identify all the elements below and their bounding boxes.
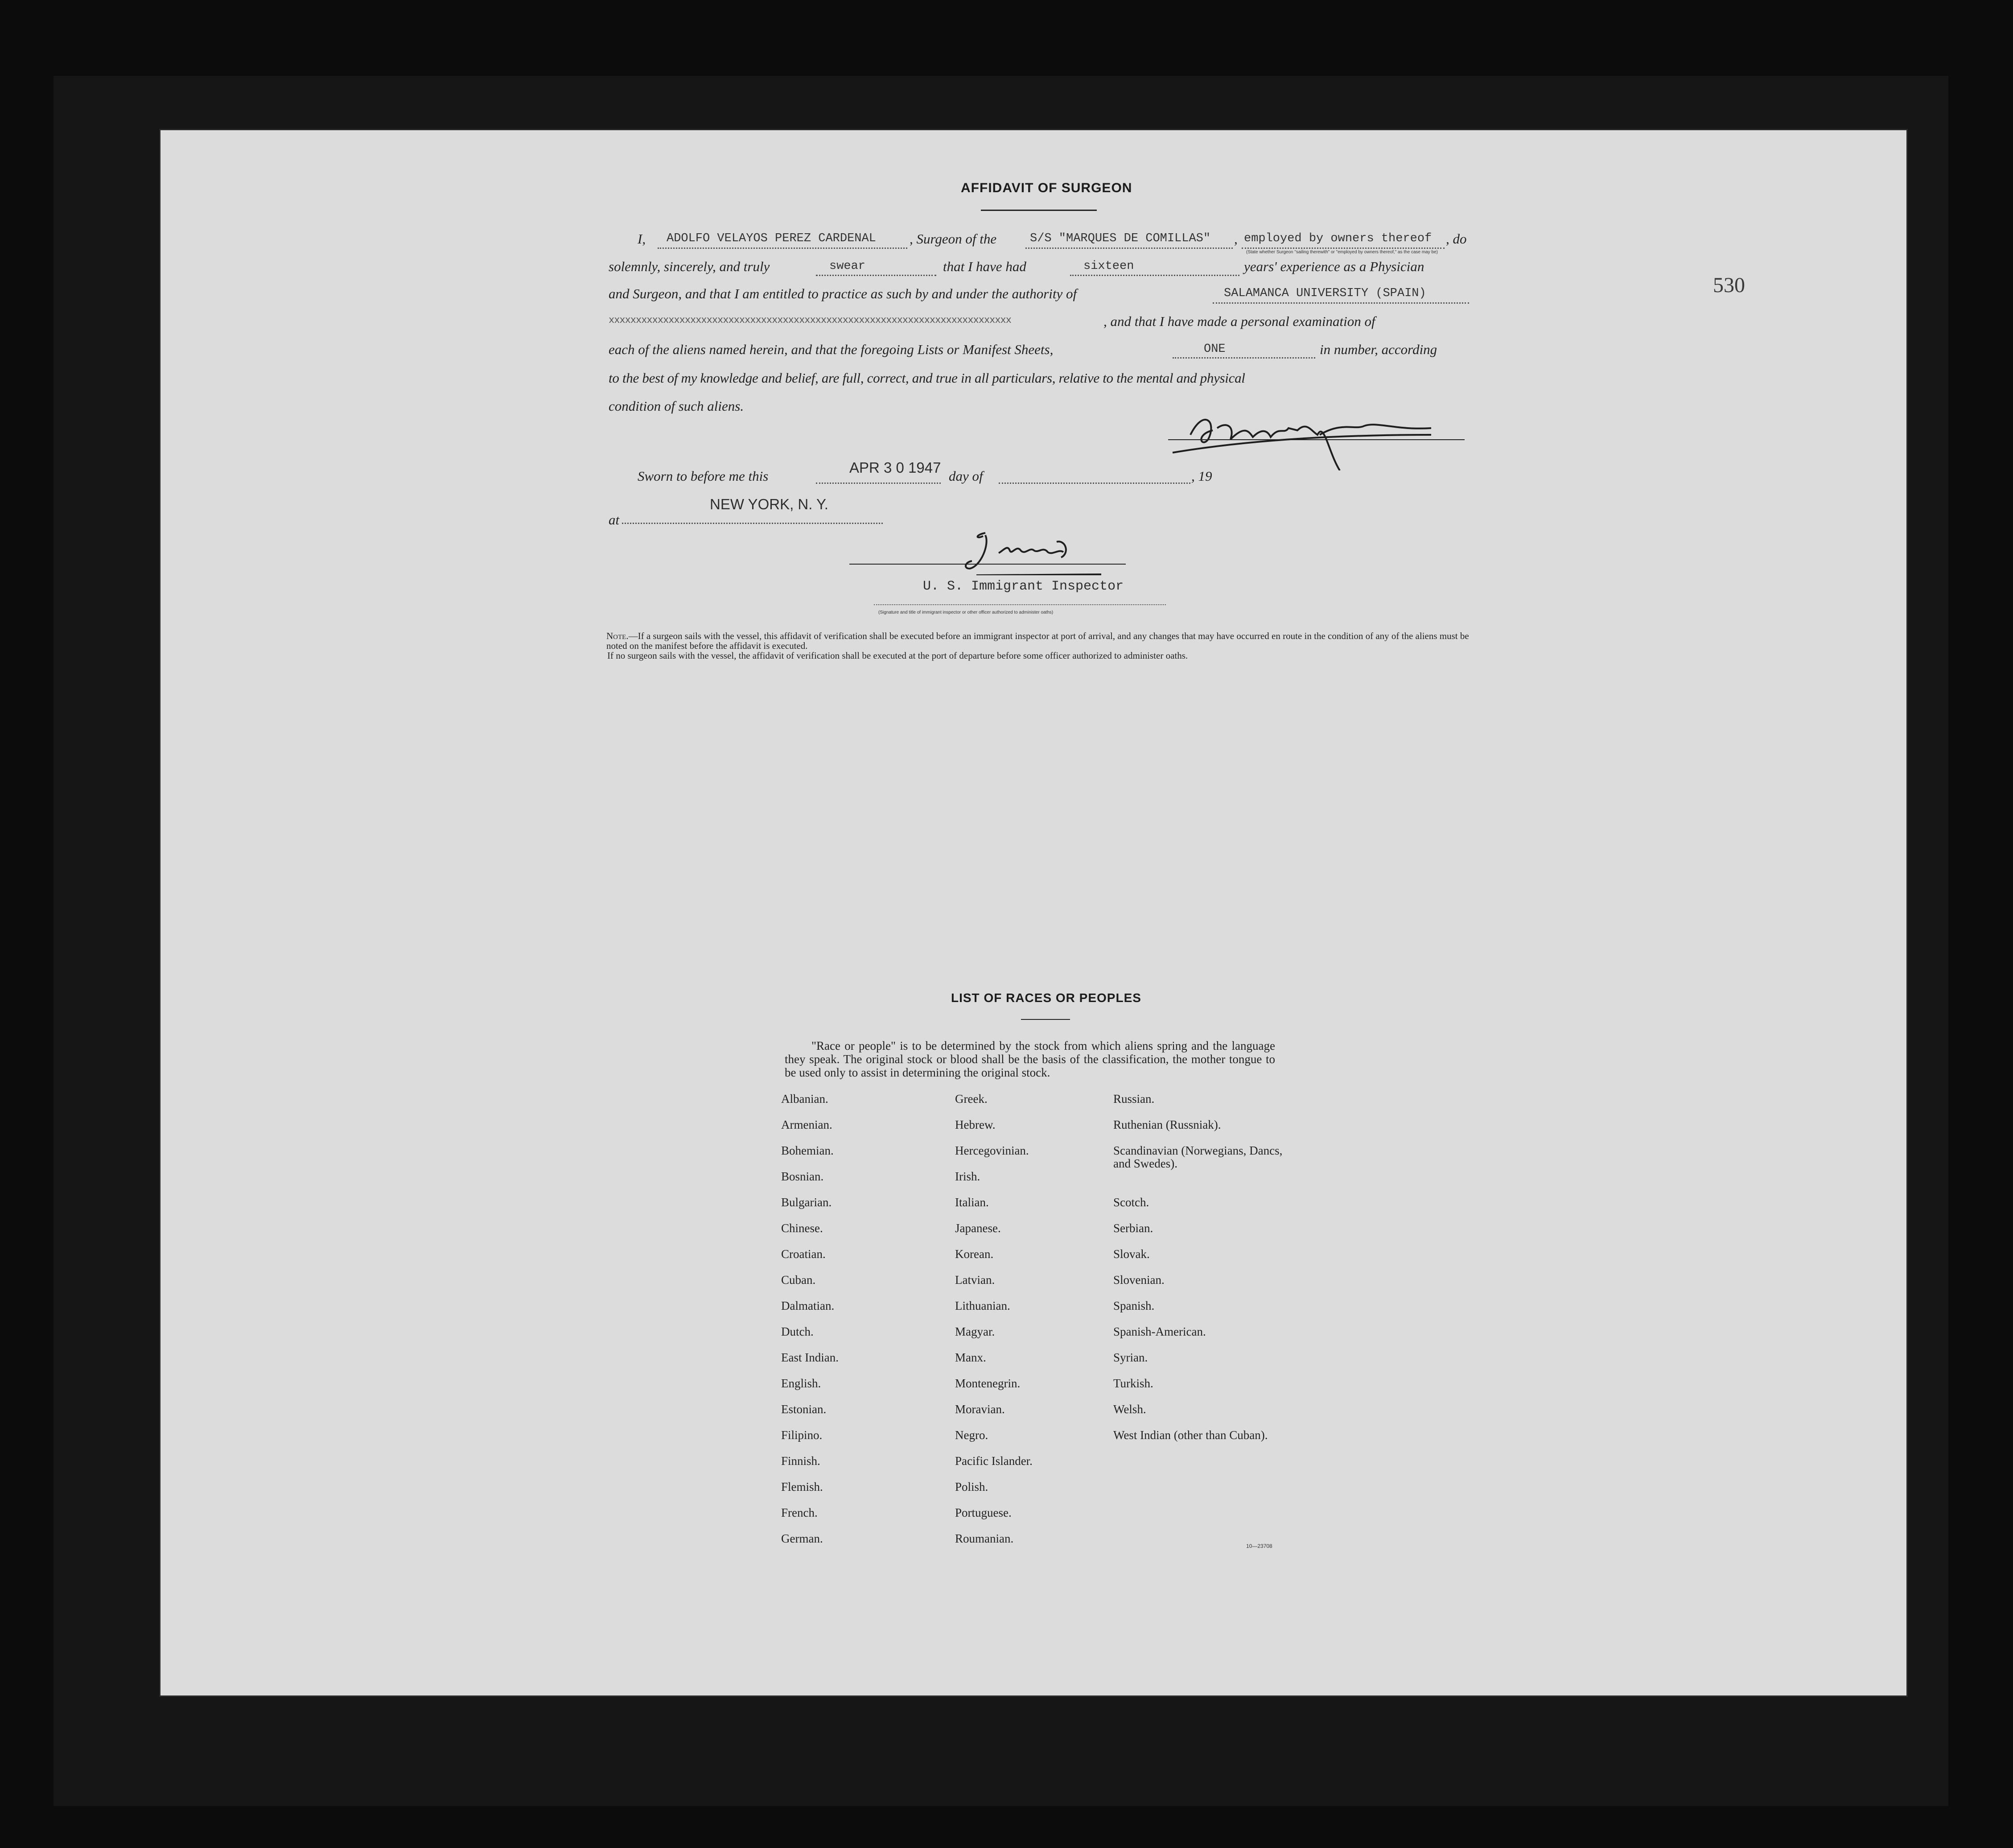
race-item: Dalmatian. xyxy=(781,1299,835,1312)
inspector-title: U. S. Immigrant Inspector xyxy=(923,579,1124,594)
affidavit-text: solemnly, sincerely, and truly xyxy=(609,259,770,274)
affidavit-text: that I have had xyxy=(943,259,1026,274)
races-intro: "Race or people" is to be determined by the stock from which aliens spring and the language they speak. The original stock or blood shall be the basis of the classification, the mother tongue to be used only to assist in determining the original stock. xyxy=(785,1039,1275,1079)
affidavit-text: in number, according xyxy=(1320,342,1437,357)
race-item: Hebrew. xyxy=(955,1118,996,1131)
place-stamp: NEW YORK, N. Y. xyxy=(710,496,828,512)
inspector-signature xyxy=(959,526,1106,575)
race-item: Estonian. xyxy=(781,1402,827,1416)
affidavit-text: , Surgeon of the xyxy=(910,231,997,247)
races-title: LIST OF RACES OR PEOPLES xyxy=(951,991,1141,1005)
race-item: Spanish-American. xyxy=(1113,1325,1206,1338)
fill-line xyxy=(1173,357,1315,359)
race-item: Manx. xyxy=(955,1351,986,1364)
affidavit-title: AFFIDAVIT OF SURGEON xyxy=(961,181,1132,195)
affidavit-text: , do xyxy=(1446,231,1467,247)
race-item: Latvian. xyxy=(955,1273,995,1287)
race-item: Bohemian. xyxy=(781,1144,834,1157)
fill-line xyxy=(658,248,907,249)
fill-line xyxy=(1213,302,1469,304)
affidavit-text: I, xyxy=(638,231,646,247)
fill-line xyxy=(816,483,941,484)
race-item: Bulgarian. xyxy=(781,1196,832,1209)
affidavit-text: years' experience as a Physician xyxy=(1244,259,1424,274)
sworn-text: , 19 xyxy=(1191,468,1212,484)
race-item: Bosnian. xyxy=(781,1170,824,1183)
race-item: Polish. xyxy=(955,1480,988,1493)
race-item: Albanian. xyxy=(781,1092,828,1106)
sworn-text: at xyxy=(609,512,620,528)
affidavit-text: condition of such aliens. xyxy=(609,398,744,414)
race-item: Chinese. xyxy=(781,1221,823,1235)
race-item: English. xyxy=(781,1377,821,1390)
affidavit-text: and Surgeon, and that I am entitled to practice as such by and under the authority of xyxy=(609,286,1077,301)
fill-line xyxy=(1070,275,1239,276)
race-item: Filipino. xyxy=(781,1428,823,1442)
race-item: Hercegovinian. xyxy=(955,1144,1029,1157)
sworn-text: Sworn to before me this xyxy=(638,468,769,484)
inspector-note: (Signature and title of immigrant inspector or other officer authorized to administer oaths) xyxy=(878,610,1054,615)
surgeon-name: ADOLFO VELAYOS PEREZ CARDENAL xyxy=(667,232,876,245)
race-item: Slovak. xyxy=(1113,1247,1150,1261)
race-item: Dutch. xyxy=(781,1325,814,1338)
race-item: Irish. xyxy=(955,1170,980,1183)
race-item: German. xyxy=(781,1532,823,1545)
form-number: 10—23708 xyxy=(1246,1543,1272,1549)
race-item: Slovenian. xyxy=(1113,1273,1165,1287)
race-item: Welsh. xyxy=(1113,1402,1146,1416)
race-item: Magyar. xyxy=(955,1325,995,1338)
race-item: Korean. xyxy=(955,1247,994,1261)
race-item: Turkish. xyxy=(1113,1377,1153,1390)
fill-line xyxy=(816,275,936,276)
race-item: Spanish. xyxy=(1113,1299,1155,1312)
fill-line xyxy=(1242,248,1445,249)
race-item: Pacific Islander. xyxy=(955,1454,1033,1468)
years-experience: sixteen xyxy=(1083,260,1134,273)
race-item: Russian. xyxy=(1113,1092,1155,1106)
race-item: Armenian. xyxy=(781,1118,832,1131)
race-item: Cuban. xyxy=(781,1273,816,1287)
races-title-underline xyxy=(1021,1019,1070,1020)
sheet-count: ONE xyxy=(1204,342,1226,356)
employment-status: employed by owners thereof xyxy=(1244,232,1432,245)
race-item: French. xyxy=(781,1506,818,1519)
note-text-1: —If a surgeon sails with the vessel, this affidavit of verification shall be executed before an immigrant inspector at port of arrival, and any changes that may have occurred en route in the condition of any of the aliens must be noted on the manifest before the affidavit is executed. xyxy=(606,631,1469,651)
fill-line xyxy=(622,523,883,524)
race-item: Ruthenian (Russniak). xyxy=(1113,1118,1221,1131)
race-item: Syrian. xyxy=(1113,1351,1148,1364)
race-item: Scotch. xyxy=(1113,1196,1149,1209)
race-item: Serbian. xyxy=(1113,1221,1153,1235)
affidavit-text: to the best of my knowledge and belief, are full, correct, and true in all particulars, relative to the mental and physical xyxy=(609,370,1245,386)
affidavit-note xyxy=(606,631,1469,660)
race-item: Scandinavian (Norwegians, Dancs, and Swedes). xyxy=(1113,1144,1283,1170)
race-item: West Indian (other than Cuban). xyxy=(1113,1428,1268,1442)
sworn-text: day of xyxy=(949,468,983,484)
race-item: East Indian. xyxy=(781,1351,839,1364)
document-page xyxy=(161,130,1906,1695)
title-underline xyxy=(981,210,1097,211)
authority: SALAMANCA UNIVERSITY (SPAIN) xyxy=(1224,287,1426,300)
date-stamp: APR 3 0 1947 xyxy=(849,459,941,476)
race-item: Croatian. xyxy=(781,1247,826,1261)
oath-word: swear xyxy=(829,260,866,273)
employment-note: (State whether Surgeon "sailing therewith" or "employed by owners thereof," as the case may be) xyxy=(1246,250,1438,255)
race-item: Roumanian. xyxy=(955,1532,1014,1545)
race-item: Finnish. xyxy=(781,1454,820,1468)
inspector-line xyxy=(849,564,1126,565)
affidavit-text: , and that I have made a personal examination of xyxy=(1103,314,1375,329)
page-number: 530 xyxy=(1713,273,1745,297)
race-item: Portuguese. xyxy=(955,1506,1012,1519)
fill-line xyxy=(1025,248,1233,249)
race-item: Montenegrin. xyxy=(955,1377,1021,1390)
race-item: Negro. xyxy=(955,1428,988,1442)
affidavit-text: each of the aliens named herein, and that the foregoing Lists or Manifest Sheets, xyxy=(609,342,1054,357)
fill-line xyxy=(999,483,1190,484)
race-item: Lithuanian. xyxy=(955,1299,1010,1312)
race-item: Greek. xyxy=(955,1092,988,1106)
affidavit-text: , xyxy=(1234,231,1238,247)
race-item: Flemish. xyxy=(781,1480,823,1493)
note-label: Note. xyxy=(606,631,629,641)
ship-name: S/S "MARQUES DE COMILLAS" xyxy=(1030,232,1211,245)
signature-line xyxy=(1168,439,1465,440)
fill-line xyxy=(874,604,1166,605)
race-item: Italian. xyxy=(955,1196,989,1209)
surgeon-signature xyxy=(1164,404,1467,470)
crossed-out-fill: xxxxxxxxxxxxxxxxxxxxxxxxxxxxxxxxxxxxxxxxxxxxxxxxxxxxxxxxxxxxxxxxxxxxxxxxxx xyxy=(609,315,1011,326)
race-item: Japanese. xyxy=(955,1221,1001,1235)
note-text-2: If no surgeon sails with the vessel, the affidavit of verification shall be executed at the port of departure before some officer authorized to administer oaths. xyxy=(607,650,1188,661)
race-item: Moravian. xyxy=(955,1402,1005,1416)
